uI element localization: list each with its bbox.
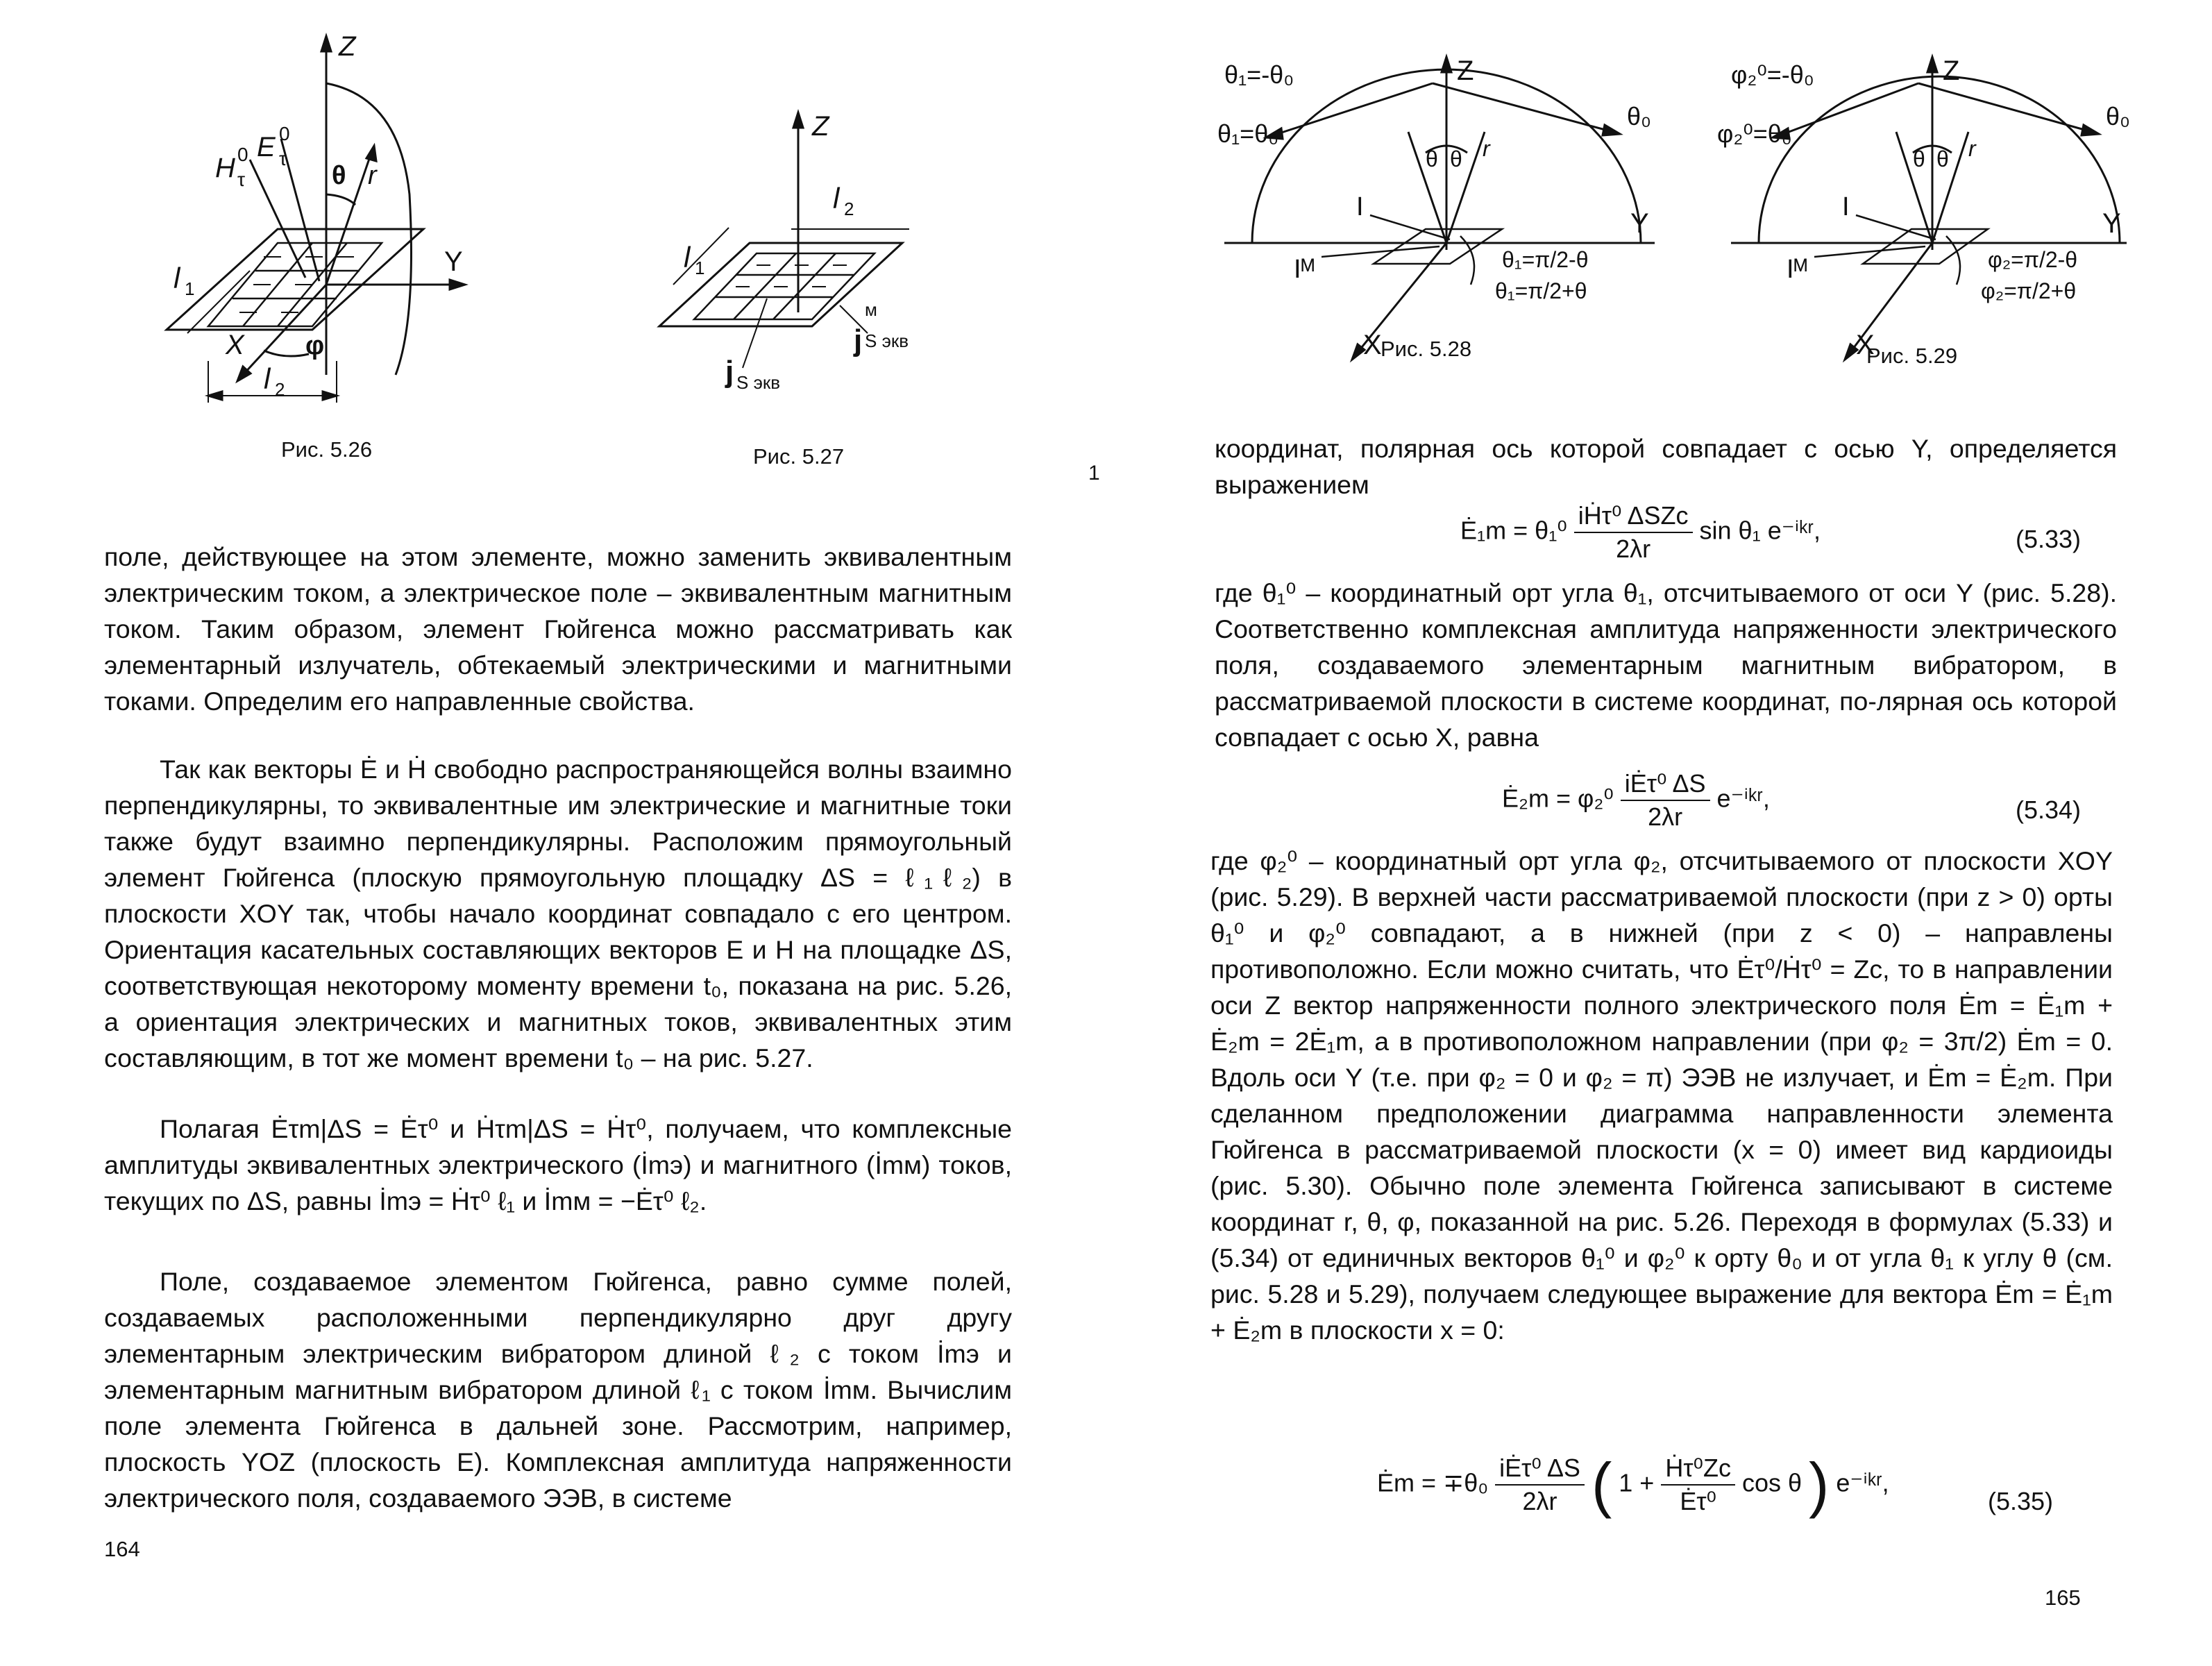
right-paragraph-1: координат, полярная ось которой совпадает с осью Y, определяется выражением xyxy=(1215,434,2117,499)
fig527-l1-sub: 1 xyxy=(695,258,705,278)
eq535-inner-fraction xyxy=(1661,1454,1735,1516)
eq535-denominator: 2λr xyxy=(1522,1487,1557,1515)
fig526-z-label: Z xyxy=(339,31,356,62)
equation-5-35 xyxy=(1377,1449,1889,1520)
figure-5-26-caption: Рис. 5.26 xyxy=(281,437,373,462)
fig526-h-sub: τ xyxy=(237,169,246,190)
eq535-inner-denominator: Ėτ⁰ xyxy=(1680,1487,1716,1515)
fig528-im: Iᴹ xyxy=(1294,255,1315,284)
fig527-jm-sup: м xyxy=(865,299,877,320)
left-paragraph-2: Так как векторы Ė и Ḣ свободно распространяющейся волны взаимно перпендикулярны, то эквивалентные им электрические и магнитные токи также будут взаимно перпендикулярны. Расположим прямоугольный элемент Гюйгенса (плоскую прямоугольную площадку ΔS = ℓ₁ℓ₂) в плоскости XOY так, чтобы начало координат совпадало с его центром. Ориентация касательных составляющих векторов E и H на площадке ΔS, соответствующая некоторому моменту времени t₀, показана на рис. 5.26, а ориентация электрических и магнитных токов, эквивалентных этим составляющим, в тот же момент времени t₀ – на рис. 5.27. xyxy=(104,755,1012,1072)
fig526-h-sup: 0 xyxy=(237,144,248,165)
eq534-fraction xyxy=(1621,769,1710,832)
fig527-l2-label: l xyxy=(833,182,840,214)
right-page xyxy=(1106,0,2212,1666)
eq535-number: (5.35) xyxy=(1988,1487,2054,1515)
fig528-x: X xyxy=(1363,330,1382,360)
right-paragraph-2: где θ₁⁰ – координатный орт угла θ₁, отсчитываемого от оси Y (рис. 5.28). Соответственно комплексная амплитуда напряженности электрического поля, создаваемого элементарным магнитным вибратором, в рассматриваемой плоскости в системе координат, по-лярная ось которой совпадает с осью X, равна xyxy=(1215,578,2117,752)
figure-5-28-caption: Рис. 5.28 xyxy=(1381,337,1472,361)
fig526-l2-sub: 2 xyxy=(275,379,285,400)
figure-5-29 xyxy=(1717,49,2134,368)
eq535-inner-numerator: Ḣτ⁰Zc xyxy=(1661,1454,1735,1486)
fig528-i: I xyxy=(1356,192,1364,221)
eq534-number: (5.34) xyxy=(2016,796,2082,824)
right-paragraph-3: где φ₂⁰ – координатный орт угла φ₂, отсчитываемого от плоскости XOY (рис. 5.29). В верхней части рассматриваемой плоскости (при z > 0) орты θ₁⁰ и φ₂⁰ совпадают, а в нижней (при z < 0) – направлены противоположно. Если можно считать, что Ėτ⁰/Ḣτ⁰ = Zc, то в направлении оси Z вектор напряженности полного электрического поля Ėm = Ė₁m + Ė₂m = 2Ė₁m, а в противоположном направлении (при φ₂ = 3π/2) Ėm = 0. Вдоль оси Y (т.е. при φ₂ = 0 и φ₂ = π) ЭЭВ не излучает, и Ėm = Ė₂m. При сделанном предположении диаграмма направленности элемента Гюйгенса в рассматриваемой плоскости (x = 0) имеет вид кардиоиды (рис. 5.30). Обычно поле элемента Гюйгенса записывают в системе координат r, θ, φ, показанной на рис. 5.26. Переходя в формулах (5.33) и (5.34) от единичных векторов θ₁⁰ и φ₂⁰ к орту θ₀ и от угла θ₁ к углу θ (см. рис. 5.28 и 5.29), получаем следующее выражение для вектора Ėm = Ė₁m + Ė₂m в плоскости x = 0: xyxy=(1210,846,2113,1345)
left-paragraph-3: Полагая Ėτm|ΔS = Ėτ⁰ и Ḣτm|ΔS = Ḣτ⁰, получаем, что комплексные амплитуды эквивалентных электрического (İmэ) и магнитного (İmм) токов, текущих по ΔS, равны İmэ = Ḣτ⁰ ℓ₁ и İmм = −Ėτ⁰ ℓ₂. xyxy=(104,1114,1012,1215)
fig529-x: X xyxy=(1856,330,1875,360)
eq535-rhs: e⁻ⁱᵏʳ, xyxy=(1836,1468,1889,1497)
equation-5-33 xyxy=(1460,501,1821,564)
equation-5-34 xyxy=(1502,769,1770,832)
fig528-angle1: θ₁=π/2-θ xyxy=(1502,247,1589,272)
page-number-left: 164 xyxy=(104,1537,140,1561)
fig529-y: Y xyxy=(2102,208,2121,239)
fig526-theta-label: θ xyxy=(332,161,346,190)
eq535-numerator: iĖτ⁰ ΔS xyxy=(1495,1454,1585,1486)
fig528-y: Y xyxy=(1630,208,1649,239)
fig529-angle2: φ₂=π/2+θ xyxy=(1981,278,2077,303)
eq533-rhs: sin θ₁ e⁻ⁱᵏʳ, xyxy=(1699,516,1821,545)
eq535-fraction xyxy=(1495,1454,1585,1516)
eq534-lhs: Ė₂m = φ₂⁰ xyxy=(1502,784,1614,813)
fig528-angle2: θ₁=π/2+θ xyxy=(1495,278,1587,303)
fig527-je-sub: S экв xyxy=(736,372,781,393)
eq535-paren-right: ) xyxy=(1809,1450,1830,1519)
fig526-l1-sub: 1 xyxy=(185,278,195,299)
fig526-e-label: E xyxy=(257,132,276,162)
eq534-numerator: iĖτ⁰ ΔS xyxy=(1621,769,1710,801)
fig529-i: I xyxy=(1842,192,1850,221)
fig529-r: r xyxy=(1968,136,1976,161)
fig528-theta-a: θ xyxy=(1426,146,1438,171)
eq535-inner-post: cos θ xyxy=(1741,1468,1802,1497)
fig529-theta-a: θ xyxy=(1913,146,1925,171)
figure-5-28 xyxy=(1217,49,1655,368)
fig528-r: r xyxy=(1483,136,1490,161)
fig527-jm-label: j xyxy=(854,323,863,357)
fig526-l1-label: l xyxy=(174,262,180,294)
fig527-je-label: j xyxy=(725,355,734,389)
figure-5-29-caption: Рис. 5.29 xyxy=(1866,344,1958,368)
fig526-e-sup: 0 xyxy=(279,123,290,144)
eq533-number: (5.33) xyxy=(2016,525,2082,553)
eq535-lhs: Ėm = ∓θ₀ xyxy=(1377,1468,1489,1497)
fig526-phi-label: φ xyxy=(305,331,325,360)
fig528-theta1: θ₁=θ₀ xyxy=(1217,119,1279,148)
left-paragraph-1: поле, действующее на этом элементе, можно заменить эквивалентным электрическим током, а электрическое поле – эквивалентным магнитным током. Таким образом, элемент Гюйгенса можно рассматривать как элементарный излучатель, обтекаемый электрическими и магнитными токами. Определим его направленные свойства. xyxy=(104,542,1012,716)
eq535-paren-left: ( xyxy=(1591,1450,1612,1519)
fig529-phi2: φ₂⁰=θ₀ xyxy=(1717,119,1792,148)
fig529-im: Iᴹ xyxy=(1787,255,1807,284)
fig527-l1-label: l xyxy=(684,241,691,274)
fig528-theta1-neg: θ₁=-θ₀ xyxy=(1224,60,1294,89)
fig527-jm-sub: S экв xyxy=(865,330,909,351)
eq534-rhs: e⁻ⁱᵏʳ, xyxy=(1716,784,1770,813)
eq534-denominator: 2λr xyxy=(1648,802,1683,831)
eq533-fraction xyxy=(1574,501,1693,564)
page-number-right: 165 xyxy=(2045,1585,2081,1610)
eq533-denominator: 2λr xyxy=(1616,535,1651,563)
fig526-h-label: H xyxy=(215,153,235,183)
fig526-x-label: X xyxy=(226,330,244,360)
eq533-numerator: iḢτ⁰ ΔSZc xyxy=(1574,501,1693,533)
figure-5-27-caption: Рис. 5.27 xyxy=(753,444,845,469)
fig529-angle1: φ₂=π/2-θ xyxy=(1988,247,2078,272)
fig529-theta-b: θ xyxy=(1936,146,1949,171)
fig529-theta0: θ₀ xyxy=(2106,102,2130,131)
fig528-theta-b: θ xyxy=(1450,146,1462,171)
fig527-l2-sub: 2 xyxy=(844,199,854,219)
fig527-z-label: Z xyxy=(812,111,829,142)
fig526-e-sub: τ xyxy=(279,148,287,169)
fig528-theta0: θ₀ xyxy=(1627,102,1651,131)
eq535-inner-pre: 1 + xyxy=(1619,1468,1655,1497)
eq533-lhs: Ė₁m = θ₁⁰ xyxy=(1460,516,1567,545)
figure-5-27 xyxy=(645,104,937,396)
left-paragraph-4: Поле, создаваемое элементом Гюйгенса, равно сумме полей, создаваемых расположенными перпендикулярно друг другу элементарным электрическим вибратором длиной ℓ₂ с током İmэ и элементарным магнитным вибратором длиной ℓ₁ с током İmм. Вычислим поле элемента Гюйгенса в дальней зоне. Рассмотрим, например, плоскость YOZ (плоскость E). Комплексная амплитуда напряженности электрического поля, создаваемого ЭЭВ, в системе xyxy=(104,1267,1012,1513)
margin-mark: 1 xyxy=(1088,462,1100,485)
fig529-z: Z xyxy=(1943,56,1960,86)
figure-5-26 xyxy=(160,28,521,416)
fig526-l2-label: l xyxy=(264,362,271,395)
fig526-y-label: Y xyxy=(444,246,463,277)
fig528-z: Z xyxy=(1457,56,1474,86)
fig526-r-label: r xyxy=(368,161,377,190)
fig529-phi2-neg: φ₂⁰=-θ₀ xyxy=(1731,60,1814,89)
